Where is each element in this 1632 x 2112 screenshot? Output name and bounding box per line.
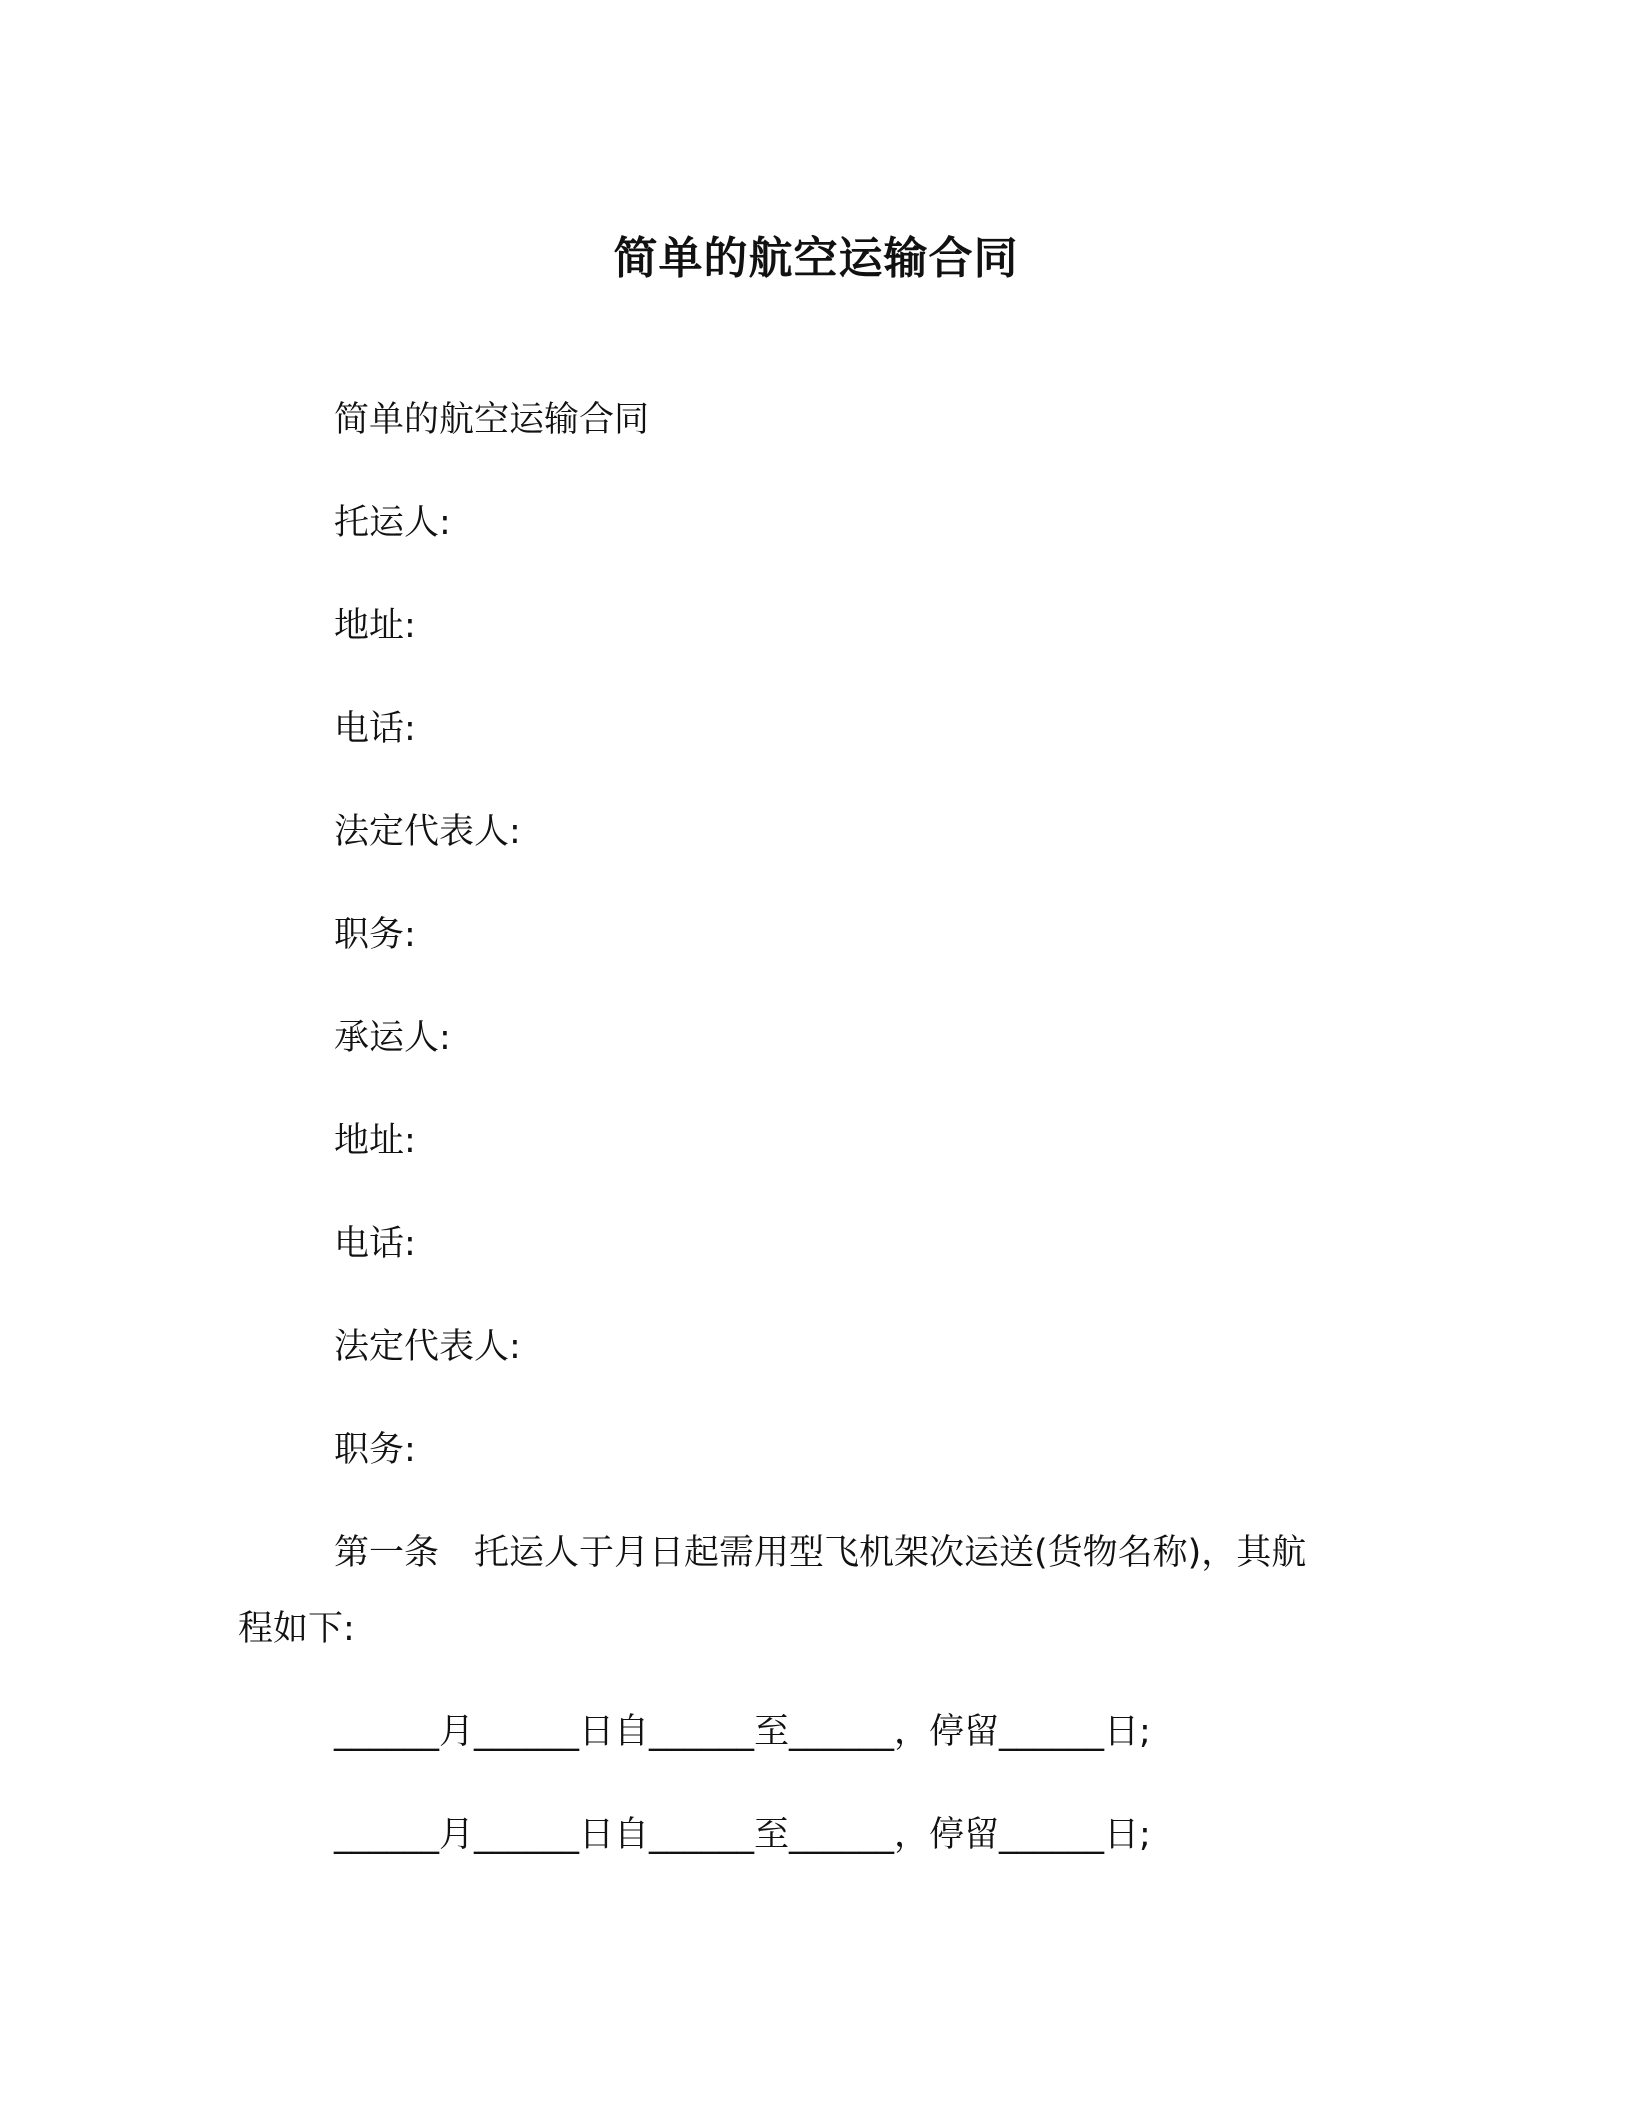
carrier-position-label: 职务:: [334, 1430, 416, 1470]
shipper-phone-label: 电话:: [334, 709, 416, 749]
article1-line1: 第一条 托运人于月日起需用型飞机架次运送(货物名称)，其航: [334, 1533, 1307, 1573]
carrier-name-label: 承运人:: [334, 1018, 451, 1058]
shipper-name-label: 托运人:: [334, 503, 451, 543]
carrier-phone-label: 电话:: [334, 1224, 416, 1264]
document-subtitle: 简单的航空运输合同: [334, 400, 650, 440]
itinerary-line: ______月______日自______至______，停留______日;: [334, 1712, 1151, 1752]
itinerary-line: ______月______日自______至______，停留______日;: [334, 1815, 1151, 1855]
document-title: 简单的航空运输合同: [613, 233, 1019, 284]
shipper-address-label: 地址:: [334, 606, 416, 646]
carrier-address-label: 地址:: [334, 1121, 416, 1161]
article1-line2: 程如下:: [238, 1609, 355, 1649]
shipper-position-label: 职务:: [334, 915, 416, 955]
shipper-legal-rep-label: 法定代表人:: [334, 812, 521, 852]
carrier-legal-rep-label: 法定代表人:: [334, 1327, 521, 1367]
